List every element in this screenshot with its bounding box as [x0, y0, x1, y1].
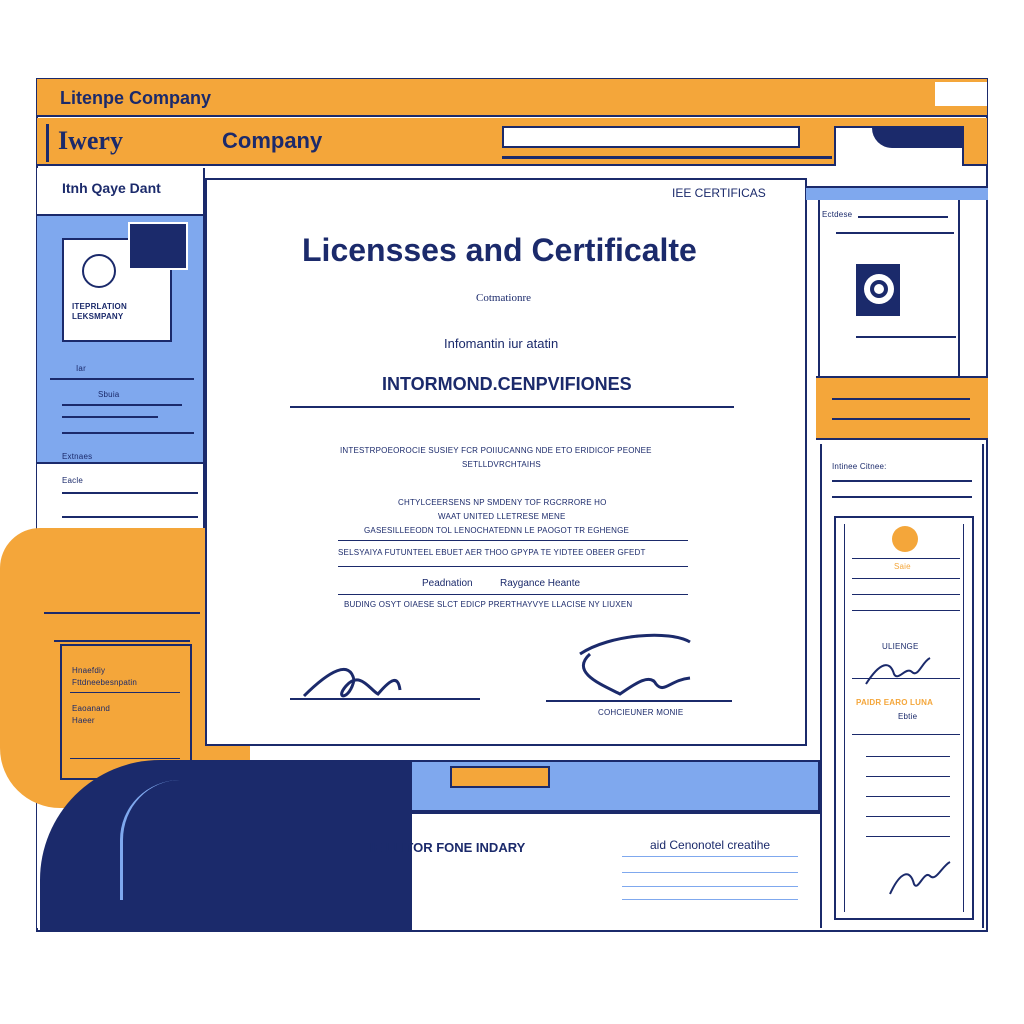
seal-icon [82, 254, 116, 288]
badge-text: ITEPRLATION LEKSMPANY [72, 302, 127, 321]
footer-left-text: IE LLITOR FONE INDARY [370, 840, 526, 855]
right-panel-top-label: Ectdese [822, 210, 853, 219]
sidebar-item-1[interactable]: Iar [76, 364, 86, 373]
camera-lens-icon[interactable] [856, 264, 900, 316]
footer-blue-lines [622, 856, 798, 900]
brand-logo-text[interactable]: Iwery [58, 126, 123, 155]
certificate-body-3: CHTYLCEERSENS NP SMDENY TOF RGCRRORE HO [398, 498, 607, 507]
search-input[interactable] [502, 126, 800, 148]
sidebar-heading: Itnh Qaye Dant [62, 180, 161, 196]
dropdown-tab[interactable] [834, 126, 964, 166]
company-link[interactable]: Company [222, 128, 323, 153]
registration-label: Peadnation [422, 578, 473, 589]
dropdown-tab-icon [872, 128, 962, 148]
certificate-body-6: SELSYAIYA FUTUNTEEL EBUET AER THOO GPYPA TE YIDTEE OBEER GFEDT [338, 548, 646, 557]
search-input-underline [502, 156, 832, 159]
certificate-heading: INTORMOND.CENPVIFIONES [382, 374, 632, 394]
navy-bottom-shape [40, 760, 412, 932]
mini-card-tag-2: Ebtie [898, 712, 918, 721]
signer-2-name: COHCIEUNER MONIE [598, 708, 684, 717]
mini-card-label: Saie [894, 562, 911, 571]
mini-card-signature-2 [886, 858, 956, 902]
window-title: Litenpe Company [60, 88, 212, 108]
right-panel-orange-block [816, 376, 988, 440]
certificate-body-7: BUDING OSYT OIAESE SLCT EDICP PRERTHAYVYE LLACISE NY LIUXEN [344, 600, 633, 609]
title-bar-corner [935, 82, 987, 106]
mini-card-signature [860, 652, 940, 692]
signature-2 [560, 624, 740, 708]
orange-card-line-4: Haeer [72, 716, 95, 725]
orange-card-line-3: Eaoanand [72, 704, 111, 713]
orange-dot-icon [892, 526, 918, 552]
right-panel-section-label: Intinee Citnee: [832, 462, 887, 471]
certificate-corner-label: IEE CERTIFICAS [672, 186, 766, 200]
mini-card-heading: ULIENGE [882, 642, 919, 651]
right-panel-blue-bar [806, 186, 988, 200]
registration-value: Raygance Heante [500, 578, 581, 589]
badge-corner-icon [128, 222, 188, 270]
sidebar-item-2[interactable]: Sbuia [98, 390, 120, 399]
orange-card-line-1: Hnaefdiy [72, 666, 106, 675]
certificate-body-1: INTESTRPOEOROCIE SUSIEY FCR POIIUCANNG NDE ETO ERIDICOF PEONEE [340, 446, 652, 455]
mini-card-tag: PAIDR EARO LUNA [856, 698, 934, 707]
sidebar-section-label: Extnaes [62, 452, 93, 461]
footer-orange-button-front[interactable] [450, 766, 550, 788]
certificate-body-2: SETLLDVRCHTAIHS [462, 460, 541, 469]
signature-1 [290, 650, 490, 710]
sidebar-section-item[interactable]: Eacle [62, 476, 84, 485]
header-divider [46, 124, 49, 162]
footer-right-text: aid Cenonotel creatihe [650, 838, 771, 852]
certificate-info-line: Infomantin iur atatin [444, 336, 559, 351]
orange-card-line-2: Fttdneebesnpatin [72, 678, 138, 687]
mini-certificate-card[interactable] [834, 516, 974, 920]
certificate-subtitle: Cotmationre [476, 292, 531, 304]
certificate-title: Licensses and Certificalte [302, 232, 697, 268]
certificate-body-4: WAAT UNITED LLETRESE MENE [438, 512, 566, 521]
certificate-body-5: GASESILLEEODN TOL LENOCHATEDNN LE PAOGOT TR EGHENGE [364, 526, 630, 535]
